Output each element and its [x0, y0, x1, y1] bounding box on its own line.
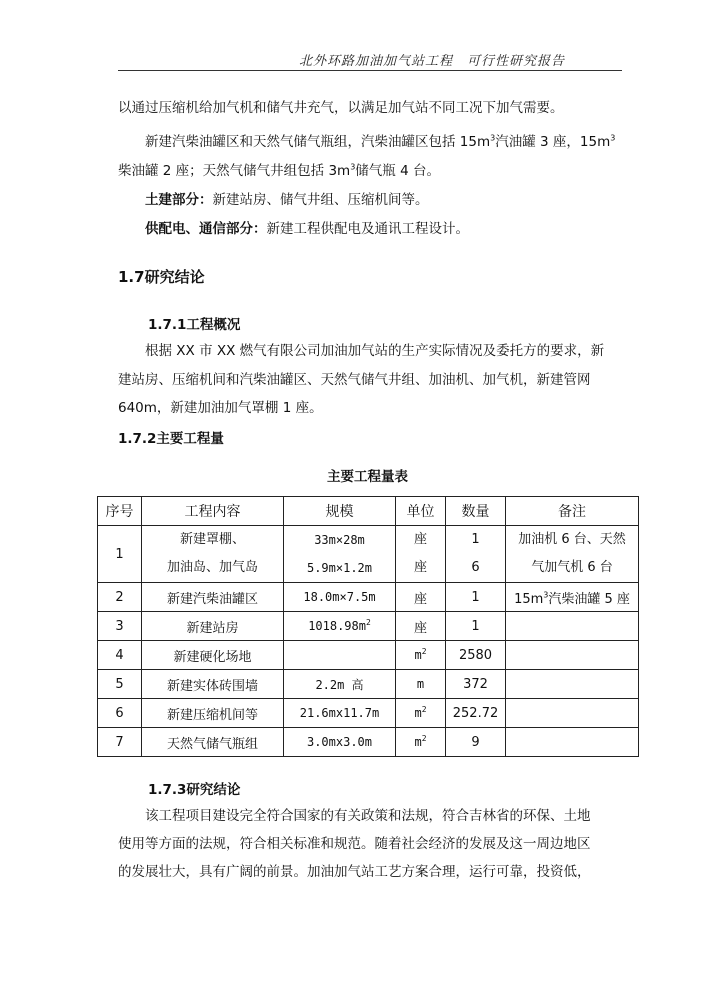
cell-scale: 21.6mx11.7m [284, 699, 396, 728]
intro-line-3b: 储气瓶 4 台。 [355, 163, 440, 179]
superscript: 2 [421, 647, 427, 656]
civil-works-line [145, 190, 429, 210]
conclusion-line-3: 的发展壮大，具有广阔的前景。加油加气站工艺方案合理，运行可靠，投资低， [118, 864, 591, 880]
cell-text: m [414, 706, 422, 720]
cell-unit: 座 [396, 612, 446, 641]
col-header-qty: 数量 [446, 497, 506, 526]
cell-text: 15m [514, 591, 544, 607]
overview-line-1: 根据 XX 市 XX 燃气有限公司加油加气站的生产实际情况及委托方的要求，新 [145, 343, 605, 359]
running-header: 北外环路加油加气站工程 可行性研究报告 [298, 54, 565, 69]
cell-qty: 1 [446, 583, 506, 612]
cell-no: 5 [98, 670, 142, 699]
cell-text: m [414, 735, 422, 749]
cell-unit [396, 699, 446, 728]
cell-content: 新建压缩机间等 [142, 699, 284, 728]
table-row [98, 699, 639, 728]
cell-scale: 3.0mx3.0m [284, 728, 396, 757]
intro-line-2 [145, 132, 615, 152]
cell-unit [396, 728, 446, 757]
intro-line-2b: 汽油罐 3 座，15m [495, 134, 611, 150]
cell-qty: 2580 [446, 641, 506, 670]
col-header-content: 工程内容 [142, 497, 284, 526]
cell-scale [284, 612, 396, 641]
cell-note [506, 670, 639, 699]
cell-content: 新建汽柴油罐区 [142, 583, 284, 612]
section-heading-1-7: 1.7研究结论 [118, 268, 205, 286]
cell-line: 33m×28m [314, 533, 365, 547]
overview-line-2: 建站房、压缩机间和汽柴油罐区、天然气储气井组、加油机、加气机，新建管网 [118, 372, 591, 388]
intro-line-3a: 柴油罐 2 座；天然气储气井组包括 3m [118, 163, 351, 179]
cell-note [506, 728, 639, 757]
cell-line: 加油机 6 台、天然 [518, 532, 626, 547]
table-row [98, 612, 639, 641]
superscript: 3 [610, 133, 616, 143]
cell-content: 新建站房 [142, 612, 284, 641]
cell-qty: 9 [446, 728, 506, 757]
overview-line-3: 640m，新建加油加气罩棚 1 座。 [118, 400, 323, 416]
table-row [98, 641, 639, 670]
cell-line: 新建罩棚、 [179, 532, 245, 547]
intro-line-2a: 新建汽柴油罐区和天然气储气瓶组，汽柴油罐区包括 15m [145, 134, 491, 150]
cell-unit: 座 [396, 583, 446, 612]
cell-no: 2 [98, 583, 142, 612]
cell-line: 1 [471, 532, 480, 547]
conclusion-line-2: 使用等方面的法规，符合相关标准和规范。随着社会经济的发展及这一周边地区 [118, 836, 591, 852]
superscript: 2 [421, 734, 427, 743]
cell-line: 气加气机 6 台 [531, 560, 613, 575]
cell-qty: 372 [446, 670, 506, 699]
cell-text: 1018.98m [308, 619, 366, 633]
civil-works-text: 新建站房、储气井组、压缩机间等。 [212, 192, 429, 208]
cell-qty: 1 [446, 612, 506, 641]
cell-no: 3 [98, 612, 142, 641]
cell-line: 5.9m×1.2m [306, 561, 373, 575]
cell-scale: 18.0m×7.5m [284, 583, 396, 612]
cell-scale [284, 641, 396, 670]
subsection-heading-1-7-2: 1.7.2主要工程量 [118, 431, 224, 447]
civil-works-label: 土建部分： [145, 192, 213, 208]
cell-text: 汽柴油罐 5 座 [548, 591, 630, 607]
col-header-unit: 单位 [396, 497, 446, 526]
superscript: 3 [543, 590, 549, 600]
table-row [98, 526, 639, 583]
cell-text: m [414, 648, 422, 662]
power-comm-line [145, 219, 469, 239]
cell-scale [284, 526, 396, 583]
col-header-no: 序号 [98, 497, 142, 526]
cell-line: 6 [471, 560, 480, 575]
cell-content: 新建硬化场地 [142, 641, 284, 670]
cell-note [506, 612, 639, 641]
cell-no: 7 [98, 728, 142, 757]
table-row [98, 670, 639, 699]
cell-content: 天然气储气瓶组 [142, 728, 284, 757]
cell-no: 4 [98, 641, 142, 670]
superscript: 3 [350, 162, 356, 172]
col-header-note: 备注 [506, 497, 639, 526]
col-header-scale: 规模 [284, 497, 396, 526]
cell-line: 座 [413, 560, 427, 575]
cell-line: 加油岛、加气岛 [166, 560, 258, 575]
main-works-table [97, 496, 639, 757]
cell-line: 座 [413, 532, 427, 547]
table-header-row [98, 497, 639, 526]
table-row [98, 583, 639, 612]
cell-unit [396, 641, 446, 670]
cell-unit: m [396, 670, 446, 699]
cell-note [506, 641, 639, 670]
cell-note [506, 583, 639, 612]
power-comm-text: 新建工程供配电及通讯工程设计。 [266, 221, 469, 237]
cell-note [506, 526, 639, 583]
cell-scale: 2.2m 高 [284, 670, 396, 699]
cell-qty [446, 526, 506, 583]
cell-note [506, 699, 639, 728]
cell-qty: 252.72 [446, 699, 506, 728]
subsection-heading-1-7-1: 1.7.1工程概况 [148, 317, 241, 333]
header-rule [118, 70, 622, 71]
superscript: 2 [421, 705, 427, 714]
intro-line-3 [118, 161, 440, 181]
table-row [98, 728, 639, 757]
power-comm-label: 供配电、通信部分： [145, 221, 267, 237]
cell-unit [396, 526, 446, 583]
intro-line-1: 以通过压缩机给加气机和储气井充气，以满足加气站不同工况下加气需要。 [118, 100, 564, 116]
conclusion-line-1: 该工程项目建设完全符合国家的有关政策和法规，符合吉林省的环保、土地 [145, 808, 591, 824]
cell-no: 6 [98, 699, 142, 728]
superscript: 2 [365, 618, 371, 627]
cell-no: 1 [98, 526, 142, 583]
cell-content [142, 526, 284, 583]
cell-content: 新建实体砖围墙 [142, 670, 284, 699]
subsection-heading-1-7-3: 1.7.3研究结论 [148, 782, 241, 798]
superscript: 3 [490, 133, 496, 143]
table-title: 主要工程量表 [327, 469, 408, 485]
